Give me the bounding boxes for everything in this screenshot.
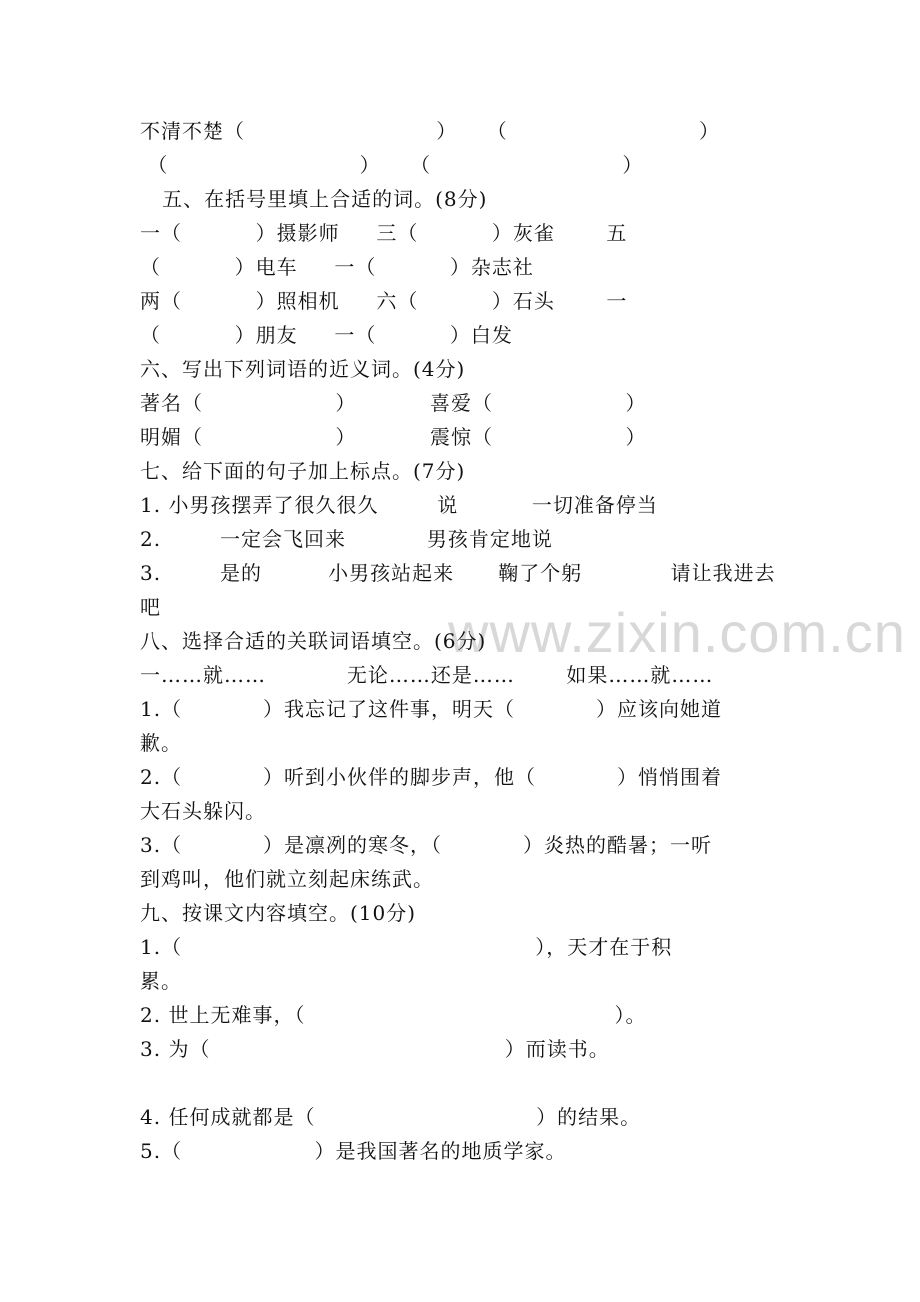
section-heading: 六、写出下列词语的近义词。(4分)	[140, 357, 466, 381]
section-heading: 八、选择合适的关联词语填空。(6分)	[140, 629, 487, 653]
text-line: （ ）朋友 一（ ）白发	[140, 323, 513, 347]
text-line: 2. 一定会飞回来 男孩肯定地说	[140, 527, 553, 551]
text-line: 两（ ）照相机 六（ ）石头 一	[140, 289, 628, 313]
text-line: 2.（ ）听到小伙伴的脚步声，他（ ）悄悄围着	[140, 765, 722, 789]
text-line: 一……就…… 无论……还是…… 如果……就……	[140, 663, 714, 687]
text-line: 不清不楚（ ） （ ）	[140, 119, 721, 143]
text-line: 大石头躲闪。	[140, 799, 266, 823]
section-heading: 七、给下面的句子加上标点。(7分)	[140, 459, 466, 483]
text-line: 1.（ ），天才在于积	[140, 935, 673, 959]
text-line: 3.（ ）是凛冽的寒冬，（ ）炎热的酷暑；一听	[140, 833, 712, 857]
section-heading: 九、按课文内容填空。(10分)	[140, 901, 417, 925]
text-line: 3. 是的 小男孩站起来 鞠了个躬 请让我进去	[140, 561, 776, 585]
text-line: 1.（ ）我忘记了这件事，明天（ ）应该向她道	[140, 697, 722, 721]
text-line: 4. 任何成就都是（ ）的结果。	[140, 1105, 642, 1129]
text-line: 2. 世上无难事，（ ）。	[140, 1003, 647, 1027]
text-line: 吧	[140, 595, 161, 619]
text-line: 1. 小男孩摆弄了很久很久 说 一切准备停当	[140, 493, 658, 517]
text-line: 累。	[140, 969, 182, 993]
text-line: 到鸡叫，他们就立刻起床练武。	[140, 867, 434, 891]
text-line: 歉。	[140, 731, 182, 755]
text-line: 一（ ）摄影师 三（ ）灰雀 五	[140, 221, 628, 245]
text-line: 明媚（ ） 震惊（ ）	[140, 425, 647, 449]
text-line: （ ） （ ）	[140, 153, 644, 177]
text-line: 3. 为（ ）而读书。	[140, 1037, 610, 1061]
text-line: 5.（ ）是我国著名的地质学家。	[140, 1139, 567, 1163]
text-line: （ ）电车 一（ ）杂志社	[140, 255, 534, 279]
section-heading: 五、在括号里填上合适的词。(8分)	[140, 187, 488, 211]
watermark: www.zixin.com.cn	[448, 601, 906, 664]
text-line: 著名（ ） 喜爱（ ）	[140, 391, 647, 415]
